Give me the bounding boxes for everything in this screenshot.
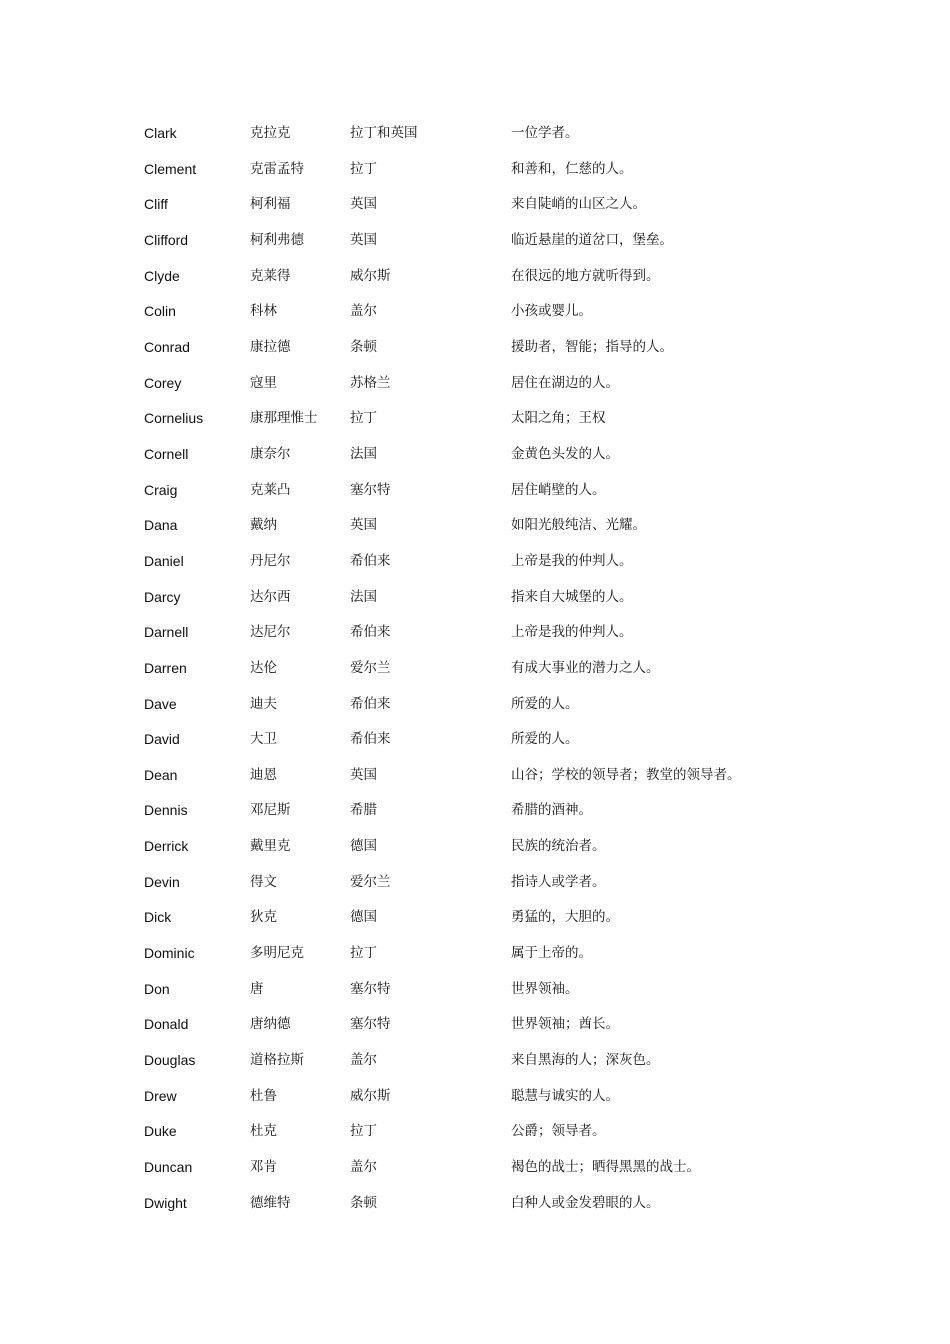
chinese-name: 克莱凸 <box>250 481 291 498</box>
chinese-name: 克雷孟特 <box>250 160 304 177</box>
name-meaning: 世界领袖。 <box>511 980 579 997</box>
english-name: Duke <box>144 1123 177 1140</box>
english-name: Daniel <box>144 552 184 569</box>
english-name: Darcy <box>144 588 181 605</box>
origin-language: 英国 <box>350 231 377 248</box>
table-row <box>144 1186 824 1222</box>
english-name: Derrick <box>144 838 189 855</box>
name-meaning: 来自陡峭的山区之人。 <box>511 196 646 213</box>
table-row <box>144 900 824 936</box>
english-name: Dana <box>144 517 178 534</box>
origin-language: 英国 <box>350 517 377 534</box>
english-name: Clyde <box>144 267 180 284</box>
table-row <box>144 508 824 544</box>
english-name: Don <box>144 980 170 997</box>
origin-language: 希伯来 <box>350 624 391 641</box>
name-meaning: 世界领袖；酋长。 <box>511 1016 619 1033</box>
table-row <box>144 259 824 295</box>
english-name: Clifford <box>144 231 189 248</box>
origin-language: 拉丁和英国 <box>350 125 418 141</box>
name-meaning: 临近悬崖的道岔口，堡垒。 <box>511 231 673 248</box>
table-row <box>144 1150 824 1186</box>
name-meaning: 居住在湖边的人。 <box>511 374 619 391</box>
chinese-name: 迪恩 <box>250 766 277 783</box>
table-row <box>144 687 824 723</box>
origin-language: 威尔斯 <box>350 1087 391 1104</box>
name-meaning: 公爵；领导者。 <box>511 1123 606 1140</box>
name-table <box>144 116 824 1221</box>
table-row <box>144 936 824 972</box>
table-row <box>144 294 824 330</box>
name-meaning: 民族的统治者。 <box>511 838 606 855</box>
chinese-name: 科林 <box>250 303 277 320</box>
table-row <box>144 615 824 651</box>
table-row <box>144 758 824 794</box>
table-row <box>144 544 824 580</box>
name-meaning: 白种人或金发碧眼的人。 <box>511 1194 660 1211</box>
name-meaning: 援助者，智能；指导的人。 <box>511 338 673 355</box>
chinese-name: 杜鲁 <box>250 1087 277 1104</box>
name-meaning: 上帝是我的仲判人。 <box>511 552 633 569</box>
origin-language: 塞尔特 <box>350 481 391 498</box>
english-name: Cornell <box>144 445 189 462</box>
english-name: Duncan <box>144 1159 193 1176</box>
table-row <box>144 722 824 758</box>
english-name: Douglas <box>144 1052 196 1069</box>
table-row <box>144 972 824 1008</box>
name-meaning: 褐色的战士；晒得黑黑的战士。 <box>511 1159 700 1176</box>
table-row <box>144 116 824 152</box>
english-name: David <box>144 731 180 748</box>
english-name: Dean <box>144 766 178 783</box>
english-name: Cornelius <box>144 410 204 427</box>
chinese-name: 康拉德 <box>250 338 291 355</box>
origin-language: 拉丁 <box>350 410 377 427</box>
table-row <box>144 437 824 473</box>
chinese-name: 邓尼斯 <box>250 802 291 819</box>
name-meaning: 如阳光般纯洁、光耀。 <box>511 517 646 534</box>
origin-language: 爱尔兰 <box>350 873 391 890</box>
chinese-name: 达尼尔 <box>250 624 291 641</box>
chinese-name: 狄克 <box>250 909 277 926</box>
origin-language: 拉丁 <box>350 945 377 962</box>
name-meaning: 金黄色头发的人。 <box>511 445 619 462</box>
chinese-name: 唐纳德 <box>250 1016 291 1033</box>
name-meaning: 上帝是我的仲判人。 <box>511 624 633 641</box>
origin-language: 希腊 <box>350 802 377 819</box>
english-name: Dennis <box>144 802 188 819</box>
table-row <box>144 330 824 366</box>
origin-language: 拉丁 <box>350 160 377 177</box>
name-meaning: 所爱的人。 <box>511 695 579 712</box>
chinese-name: 戴纳 <box>250 517 277 534</box>
chinese-name: 唐 <box>250 980 264 997</box>
chinese-name: 多明尼克 <box>250 945 304 962</box>
chinese-name: 邓肯 <box>250 1159 277 1176</box>
name-meaning: 和善和，仁慈的人。 <box>511 160 633 177</box>
name-meaning: 属于上帝的。 <box>511 945 592 962</box>
chinese-name: 大卫 <box>250 731 277 748</box>
name-meaning: 有成大事业的潜力之人。 <box>511 659 660 676</box>
english-name: Dominic <box>144 945 195 962</box>
origin-language: 拉丁 <box>350 1123 377 1140</box>
chinese-name: 达尔西 <box>250 588 291 605</box>
origin-language: 希伯来 <box>350 695 391 712</box>
table-row <box>144 793 824 829</box>
name-meaning: 在很远的地方就听得到。 <box>511 267 660 284</box>
chinese-name: 德维特 <box>250 1194 291 1211</box>
english-name: Darnell <box>144 624 189 641</box>
chinese-name: 得文 <box>250 873 277 890</box>
table-row <box>144 187 824 223</box>
table-row <box>144 223 824 259</box>
origin-language: 英国 <box>350 196 377 213</box>
table-row <box>144 473 824 509</box>
origin-language: 苏格兰 <box>350 374 391 391</box>
chinese-name: 迪夫 <box>250 695 277 712</box>
english-name: Devin <box>144 873 180 890</box>
english-name: Conrad <box>144 338 190 355</box>
chinese-name: 克拉克 <box>250 125 291 141</box>
origin-language: 德国 <box>350 838 377 855</box>
table-row <box>144 401 824 437</box>
table-row <box>144 651 824 687</box>
name-meaning: 聪慧与诚实的人。 <box>511 1087 619 1104</box>
name-meaning: 山谷；学校的领导者；教堂的领导者。 <box>511 766 741 783</box>
origin-language: 德国 <box>350 909 377 926</box>
origin-language: 盖尔 <box>350 1159 377 1176</box>
english-name: Dick <box>144 909 172 926</box>
chinese-name: 康奈尔 <box>250 445 291 462</box>
table-row <box>144 829 824 865</box>
english-name: Darren <box>144 659 187 676</box>
origin-language: 塞尔特 <box>350 980 391 997</box>
name-meaning: 所爱的人。 <box>511 731 579 748</box>
chinese-name: 康那理惟士 <box>250 410 318 427</box>
chinese-name: 达伦 <box>250 659 277 676</box>
chinese-name: 寇里 <box>250 374 277 391</box>
origin-language: 法国 <box>350 588 377 605</box>
chinese-name: 杜克 <box>250 1123 277 1140</box>
origin-language: 法国 <box>350 445 377 462</box>
origin-language: 盖尔 <box>350 303 377 320</box>
chinese-name: 柯利弗德 <box>250 231 304 248</box>
origin-language: 条顿 <box>350 1194 377 1211</box>
chinese-name: 道格拉斯 <box>250 1052 304 1069</box>
name-meaning: 指诗人或学者。 <box>511 873 606 890</box>
name-meaning: 指来自大城堡的人。 <box>511 588 633 605</box>
english-name: Dwight <box>144 1194 187 1211</box>
origin-language: 塞尔特 <box>350 1016 391 1033</box>
origin-language: 爱尔兰 <box>350 659 391 676</box>
english-name: Colin <box>144 303 176 320</box>
origin-language: 威尔斯 <box>350 267 391 284</box>
table-row <box>144 580 824 616</box>
name-meaning: 希腊的酒神。 <box>511 802 592 819</box>
name-meaning: 来自黑海的人；深灰色。 <box>511 1052 660 1069</box>
english-name: Cliff <box>144 196 168 213</box>
table-row <box>144 865 824 901</box>
origin-language: 英国 <box>350 766 377 783</box>
chinese-name: 柯利福 <box>250 196 291 213</box>
table-row <box>144 152 824 188</box>
english-name: Drew <box>144 1087 177 1104</box>
table-row <box>144 1114 824 1150</box>
origin-language: 条顿 <box>350 338 377 355</box>
chinese-name: 丹尼尔 <box>250 552 291 569</box>
name-meaning: 太阳之角；王权 <box>511 410 606 427</box>
name-meaning: 勇猛的，大胆的。 <box>511 909 619 926</box>
table-row <box>144 366 824 402</box>
table-row <box>144 1079 824 1115</box>
origin-language: 盖尔 <box>350 1052 377 1069</box>
table-row <box>144 1043 824 1079</box>
english-name: Corey <box>144 374 182 391</box>
english-name: Craig <box>144 481 178 498</box>
chinese-name: 戴里克 <box>250 838 291 855</box>
english-name: Dave <box>144 695 177 712</box>
name-meaning: 一位学者。 <box>511 125 579 141</box>
english-name: Clark <box>144 125 177 141</box>
name-meaning: 居住峭壁的人。 <box>511 481 606 498</box>
origin-language: 希伯来 <box>350 552 391 569</box>
name-meaning: 小孩或婴儿。 <box>511 303 592 320</box>
chinese-name: 克莱得 <box>250 267 291 284</box>
english-name: Donald <box>144 1016 189 1033</box>
origin-language: 希伯来 <box>350 731 391 748</box>
english-name: Clement <box>144 160 197 177</box>
table-row <box>144 1007 824 1043</box>
